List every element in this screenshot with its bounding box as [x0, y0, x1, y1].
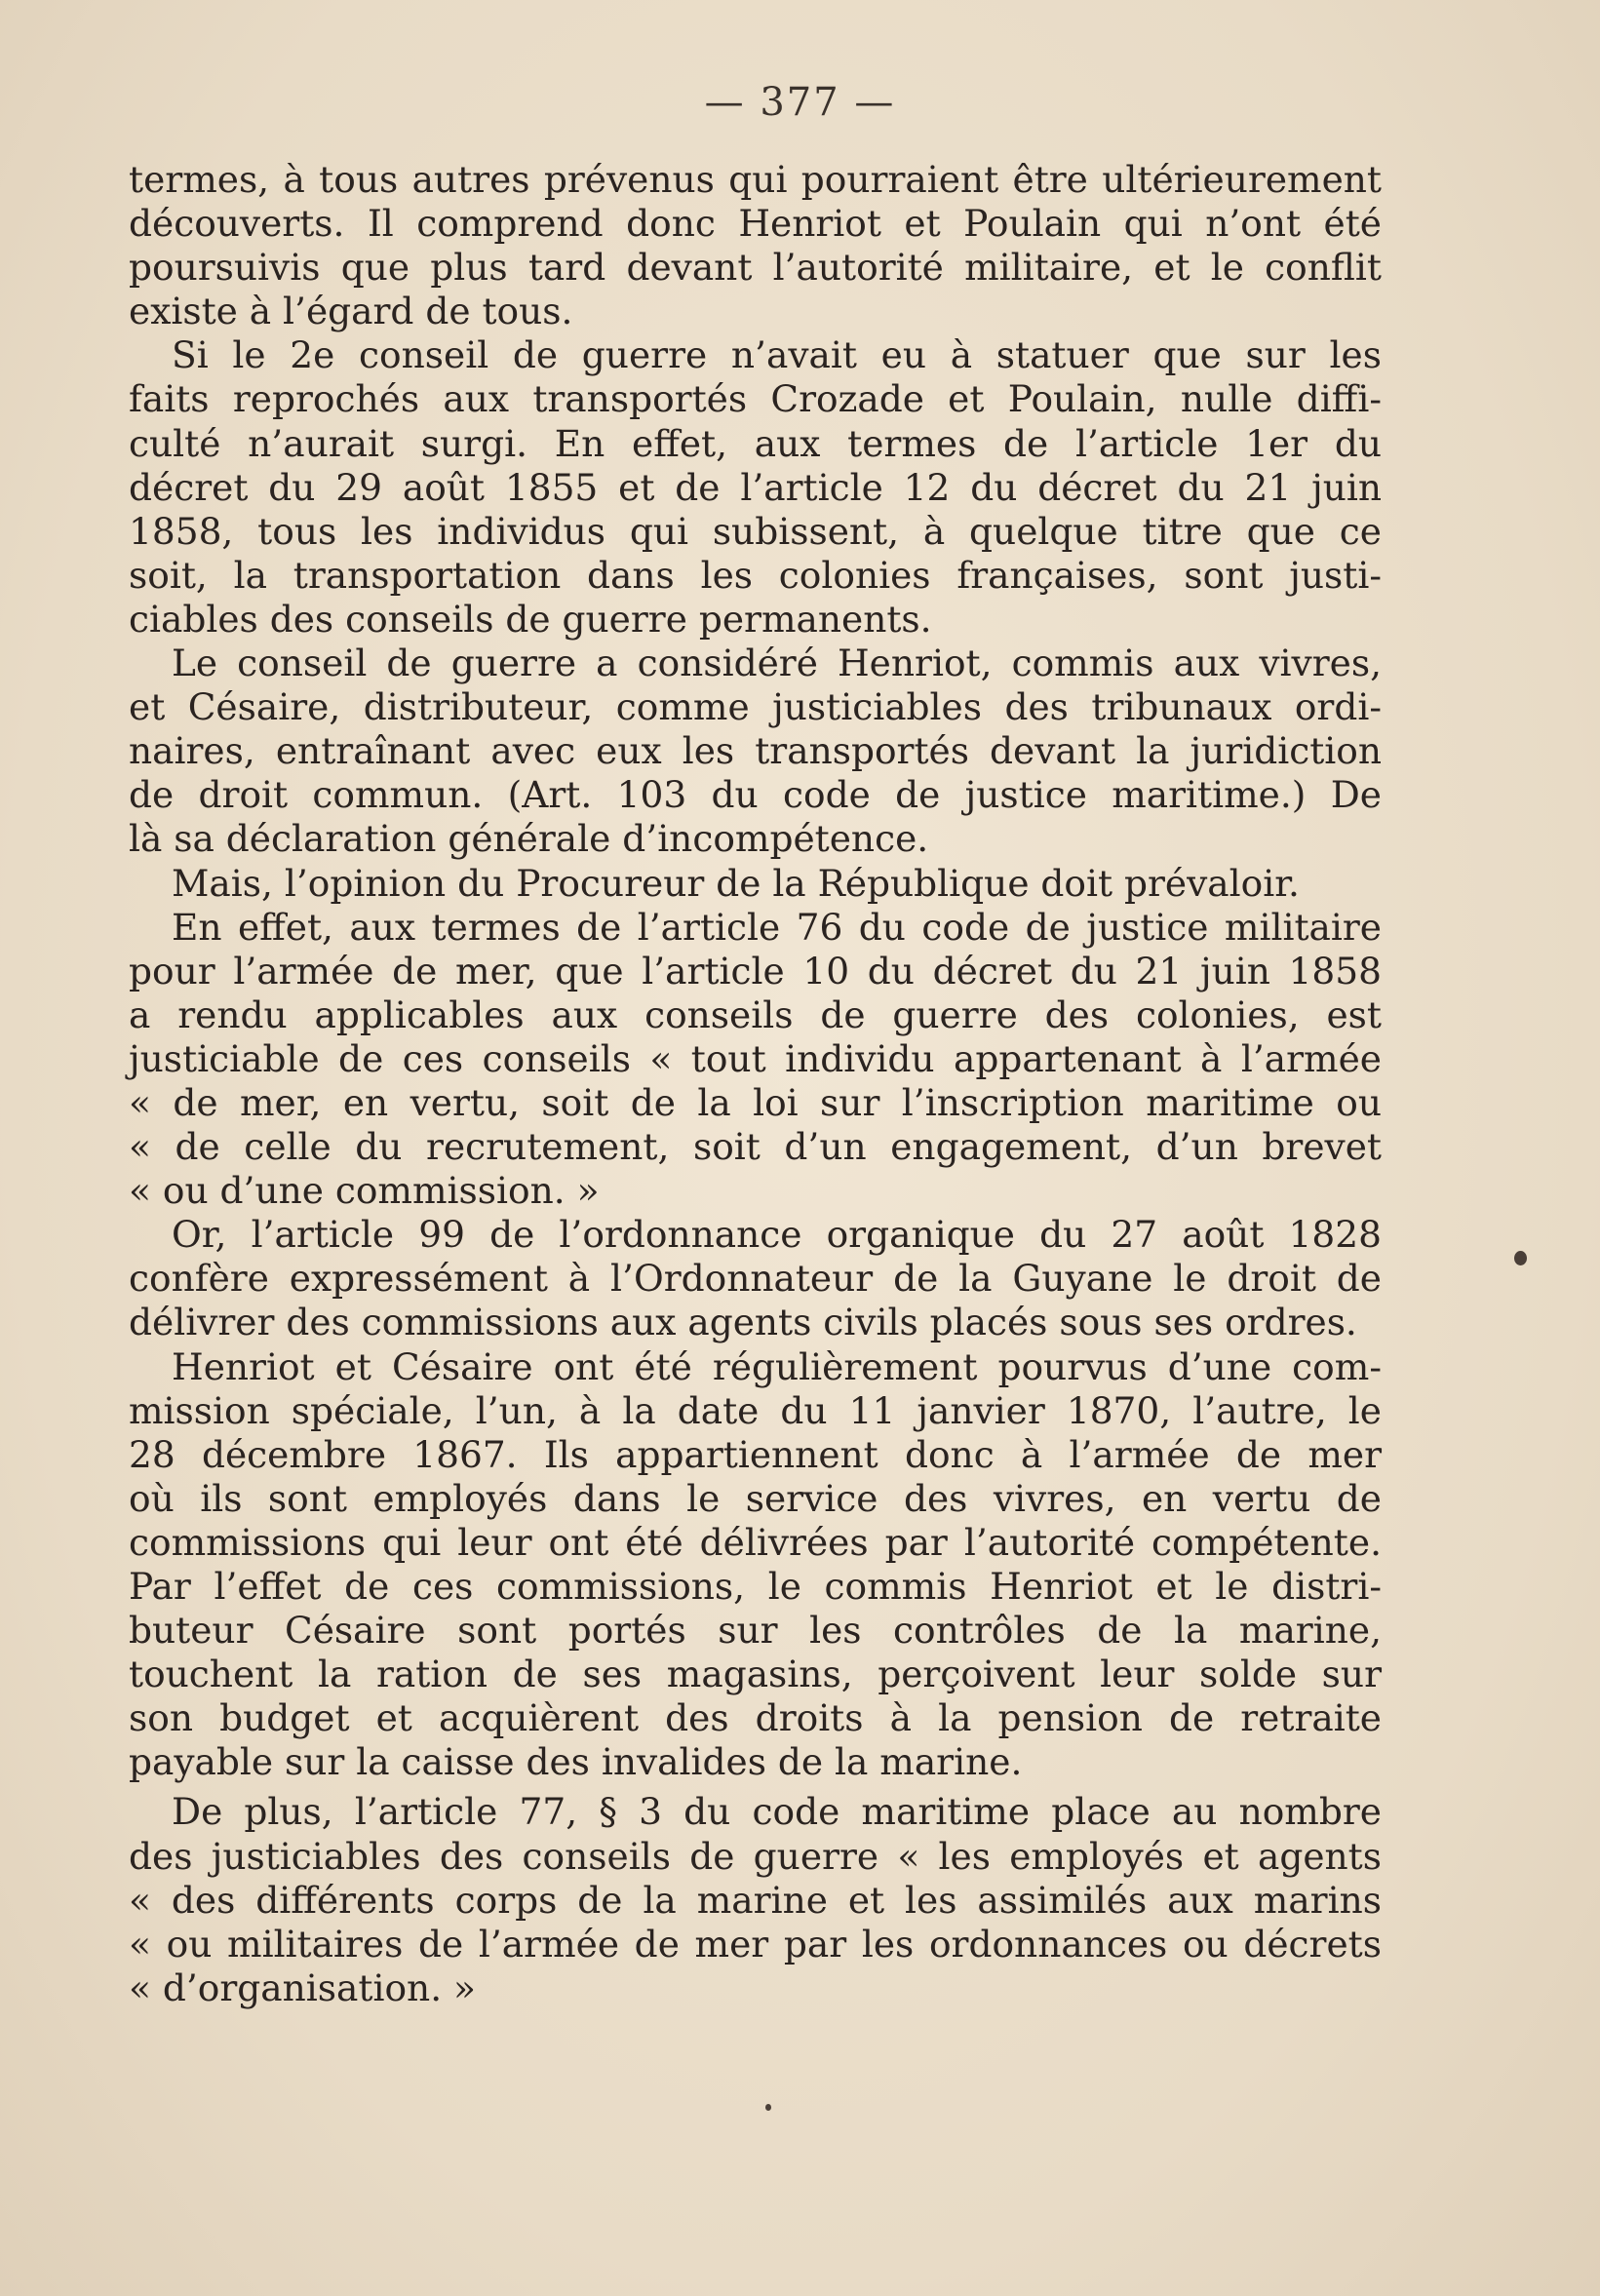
text-line: 28 décembre 1867. Ils appartiennent donc à l’armée de mer: [129, 1432, 1382, 1476]
text-line: soit, la transportation dans les colonies françaises, sont justi-: [129, 553, 1382, 597]
text-line: mission spéciale, l’un, à la date du 11 janvier 1870, l’autre, le: [129, 1388, 1382, 1432]
paragraph: [129, 642, 1382, 861]
text-line: délivrer des commissions aux agents civils placés sous ses ordres.: [129, 1301, 1357, 1344]
text-line: existe à l’égard de tous.: [129, 290, 573, 333]
text-line: Le conseil de guerre a considéré Henriot, commis aux vivres,: [172, 642, 1382, 685]
text-line: là sa déclaration générale d’incompétence.: [129, 817, 929, 861]
text-line: 1858, tous les individus qui subissent, à quelque titre que ce: [129, 509, 1382, 553]
ink-speck: [765, 2104, 771, 2111]
text-line: « ou militaires de l’armée de mer par les ordonnances ou décrets: [129, 1922, 1382, 1965]
text-line: Mais, l’opinion du Procureur de la République doit prévaloir.: [172, 861, 1300, 905]
text-line: justiciable de ces conseils « tout individu appartenant à l’armée: [129, 1036, 1382, 1080]
text-line: buteur Césaire sont portés sur les contrôles de la marine,: [129, 1609, 1382, 1653]
text-line: culté n’aurait surgi. En effet, aux termes de l’article 1er du: [129, 421, 1382, 465]
text-line: Si le 2e conseil de guerre n’avait eu à statuer que sur les: [172, 333, 1382, 377]
text-line: où ils sont employés dans le service des vivres, en vertu de: [129, 1476, 1382, 1520]
text-line: « de mer, en vertu, soit de la loi sur l’inscription maritime ou: [129, 1080, 1382, 1124]
text-line: commissions qui leur ont été délivrées par l’autorité compétente.: [129, 1520, 1382, 1564]
paragraph: [129, 1213, 1382, 1344]
text-line: ciables des conseils de guerre permanents.: [129, 597, 932, 641]
text-line: Henriot et Césaire ont été régulièrement pourvus d’une com-: [172, 1344, 1382, 1388]
text-line: décret du 29 août 1855 et de l’article 12 du décret du 21 juin: [129, 465, 1382, 509]
text-line: Or, l’article 99 de l’ordonnance organique du 27 août 1828: [172, 1213, 1382, 1257]
text-line: naires, entraînant avec eux les transportés devant la juridiction: [129, 729, 1382, 773]
ink-speck: [1514, 1251, 1527, 1265]
paragraph: [129, 1345, 1382, 1785]
text-line: De plus, l’article 77, § 3 du code maritime place au nombre: [172, 1790, 1382, 1834]
text-line: a rendu applicables aux conseils de guerre des colonies, est: [129, 992, 1382, 1036]
text-line: son budget et acquièrent des droits à la pension de retraite: [129, 1696, 1382, 1740]
text-line: payable sur la caisse des invalides de la marine.: [129, 1740, 1023, 1784]
paragraph: [129, 906, 1382, 1214]
text-line: découverts. Il comprend donc Henriot et Poulain qui n’ont été: [129, 202, 1382, 246]
text-line: et Césaire, distributeur, comme justiciables des tribunaux ordi-: [129, 685, 1382, 729]
text-line: poursuivis que plus tard devant l’autorité militaire, et le conflit: [129, 246, 1382, 290]
text-line: « ou d’une commission. »: [129, 1169, 600, 1213]
body-text: [129, 158, 1382, 2010]
text-line: « de celle du recrutement, soit d’un engagement, d’un brevet: [129, 1125, 1382, 1169]
paragraph: [129, 862, 1382, 906]
text-line: Par l’effet de ces commissions, le commis Henriot et le distri-: [129, 1565, 1382, 1608]
page-number: — 377 —: [704, 80, 896, 125]
paragraph: [129, 158, 1382, 333]
paragraph: [129, 333, 1382, 642]
text-line: En effet, aux termes de l’article 76 du code de justice militaire: [172, 905, 1382, 949]
text-line: termes, à tous autres prévenus qui pourraient être ultérieurement: [129, 158, 1382, 201]
text-line: de droit commun. (Art. 103 du code de justice maritime.) De: [129, 773, 1382, 817]
text-line: « des différents corps de la marine et les assimilés aux marins: [129, 1878, 1382, 1922]
text-line: pour l’armée de mer, que l’article 10 du décret du 21 juin 1858: [129, 949, 1382, 992]
paragraph: [129, 1790, 1382, 2009]
text-line: faits reprochés aux transportés Crozade et Poulain, nulle diffi-: [129, 377, 1382, 421]
text-line: touchent la ration de ses magasins, perçoivent leur solde sur: [129, 1653, 1382, 1696]
text-line: confère expressément à l’Ordonnateur de la Guyane le droit de: [129, 1257, 1382, 1301]
text-line: des justiciables des conseils de guerre « les employés et agents: [129, 1834, 1382, 1878]
text-line: « d’organisation. »: [129, 1965, 476, 2009]
